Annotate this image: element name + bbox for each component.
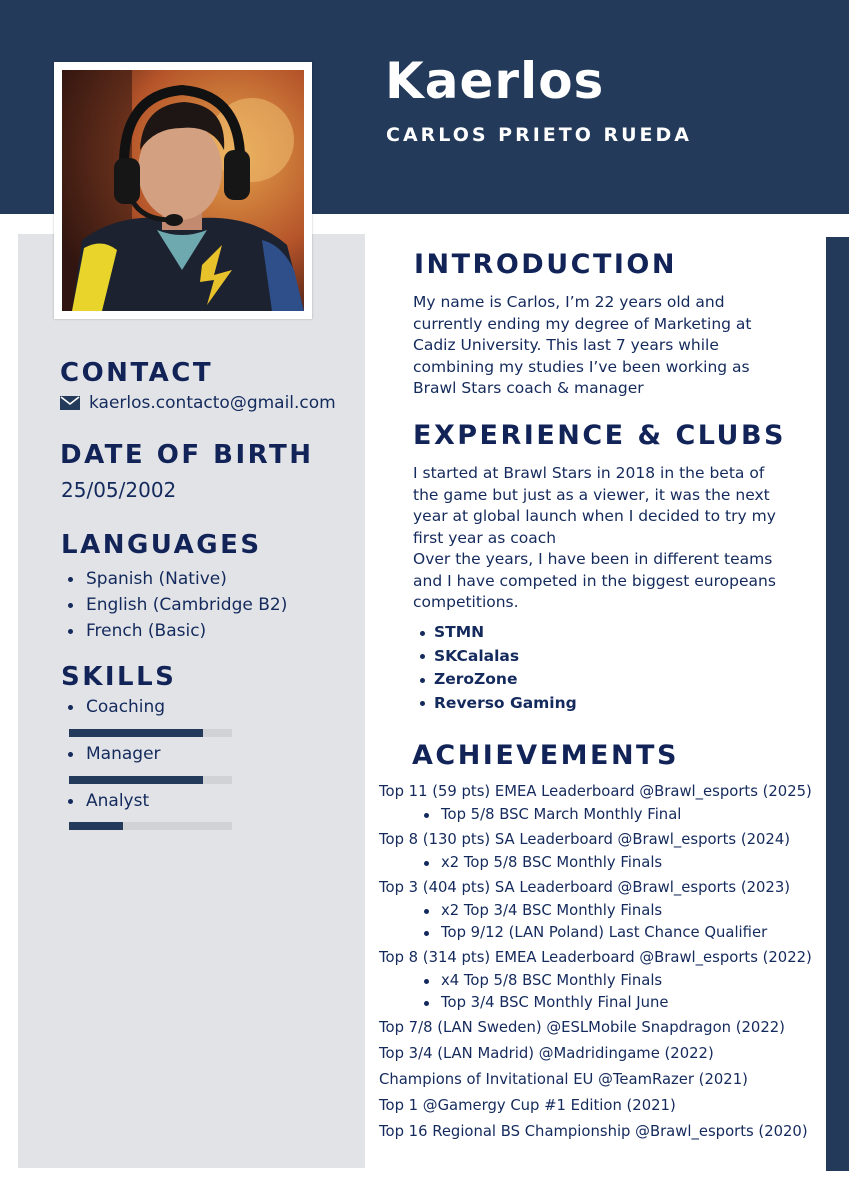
achievement-item: Top 8 (130 pts) SA Leaderboard @Brawl_esports (2024)	[379, 831, 791, 848]
contact-email[interactable]: kaerlos.contacto@gmail.com	[89, 393, 336, 413]
profile-photo	[62, 70, 304, 311]
introduction-heading: INTRODUCTION	[414, 249, 677, 280]
experience-text	[413, 463, 813, 614]
experience-line: competitions.	[413, 593, 519, 611]
achievement-subitem: x2 Top 5/8 BSC Monthly Finals	[379, 852, 824, 874]
intro-line: Brawl Stars coach & manager	[413, 379, 644, 397]
full-name: CARLOS PRIETO RUEDA	[386, 124, 693, 146]
intro-line: combining my studies I’ve been working as	[413, 357, 750, 376]
experience-line: I started at Brawl Stars in 2018 in the beta of	[413, 464, 765, 482]
list-item: Spanish (Native)	[61, 566, 287, 592]
languages-list	[61, 566, 287, 644]
birth-date: 25/05/2002	[61, 478, 177, 502]
experience-line: first year as coach	[413, 528, 557, 547]
achievement-subitem: Top 3/4 BSC Monthly Final June	[379, 992, 824, 1014]
skill-bar-coaching	[69, 729, 232, 737]
achievement-subitem: x2 Top 3/4 BSC Monthly Finals	[379, 900, 824, 922]
achievement-item: Top 3 (404 pts) SA Leaderboard @Brawl_esports (2023)	[379, 879, 791, 896]
intro-line: My name is Carlos, I’m 22 years old and	[413, 293, 725, 311]
achievement-item: Top 7/8 (LAN Sweden) @ESLMobile Snapdragon (2022)	[379, 1019, 785, 1036]
achievement-subitem: Top 5/8 BSC March Monthly Final	[379, 804, 824, 826]
achievement-item: Champions of Invitational EU @TeamRazer (2021)	[379, 1071, 748, 1088]
club-item: Reverso Gaming	[413, 692, 577, 716]
skill-fill-manager	[69, 776, 203, 784]
skill-label-coaching: Coaching	[61, 697, 165, 717]
birth-heading: DATE OF BIRTH	[60, 440, 314, 470]
achievement-subitem: x4 Top 5/8 BSC Monthly Finals	[379, 970, 824, 992]
achievement-item: Top 1 @Gamergy Cup #1 Edition (2021)	[379, 1097, 676, 1114]
achievement-item: Top 8 (314 pts) EMEA Leaderboard @Brawl_esports (2022)	[379, 949, 812, 966]
experience-line: the game but just as a viewer, it was the next	[413, 485, 770, 504]
experience-line: Over the years, I have been in different teams	[413, 550, 773, 568]
skill-label-manager: Manager	[61, 744, 161, 764]
contact-email-row[interactable]	[60, 393, 336, 413]
club-item: ZeroZone	[413, 668, 577, 692]
mail-icon	[60, 396, 80, 410]
club-item: SKCalalas	[413, 645, 577, 669]
skill-bar-manager	[69, 776, 232, 784]
nickname: Kaerlos	[385, 52, 605, 110]
experience-line: year at global launch when I decided to try my	[413, 507, 776, 525]
introduction-text	[413, 292, 793, 400]
achievements-heading: ACHIEVEMENTS	[412, 740, 679, 771]
achievement-item: Top 11 (59 pts) EMEA Leaderboard @Brawl_esports (2025)	[379, 783, 812, 800]
achievements-list	[379, 780, 824, 1144]
right-accent-bar	[826, 237, 849, 1171]
skill-fill-analyst	[69, 822, 123, 830]
experience-line: and I have competed in the biggest europeans	[413, 571, 776, 590]
profile-photo-frame	[54, 62, 312, 319]
intro-line: Cadiz University. This last 7 years while	[413, 336, 719, 354]
clubs-list	[413, 621, 577, 715]
skill-label-analyst: Analyst	[61, 791, 149, 811]
skills-heading: SKILLS	[61, 662, 177, 692]
languages-heading: LANGUAGES	[61, 530, 262, 560]
experience-heading: EXPERIENCE & CLUBS	[413, 420, 786, 451]
contact-heading: CONTACT	[60, 358, 214, 388]
skill-bar-analyst	[69, 822, 232, 830]
achievement-item: Top 16 Regional BS Championship @Brawl_esports (2020)	[379, 1123, 808, 1140]
list-item: English (Cambridge B2)	[61, 592, 287, 618]
achievement-item: Top 3/4 (LAN Madrid) @Madridingame (2022)	[379, 1045, 714, 1062]
club-item: STMN	[413, 621, 577, 645]
skill-fill-coaching	[69, 729, 203, 737]
list-item: French (Basic)	[61, 618, 287, 644]
achievement-subitem: Top 9/12 (LAN Poland) Last Chance Qualifier	[379, 922, 824, 944]
intro-line: currently ending my degree of Marketing at	[413, 314, 752, 333]
